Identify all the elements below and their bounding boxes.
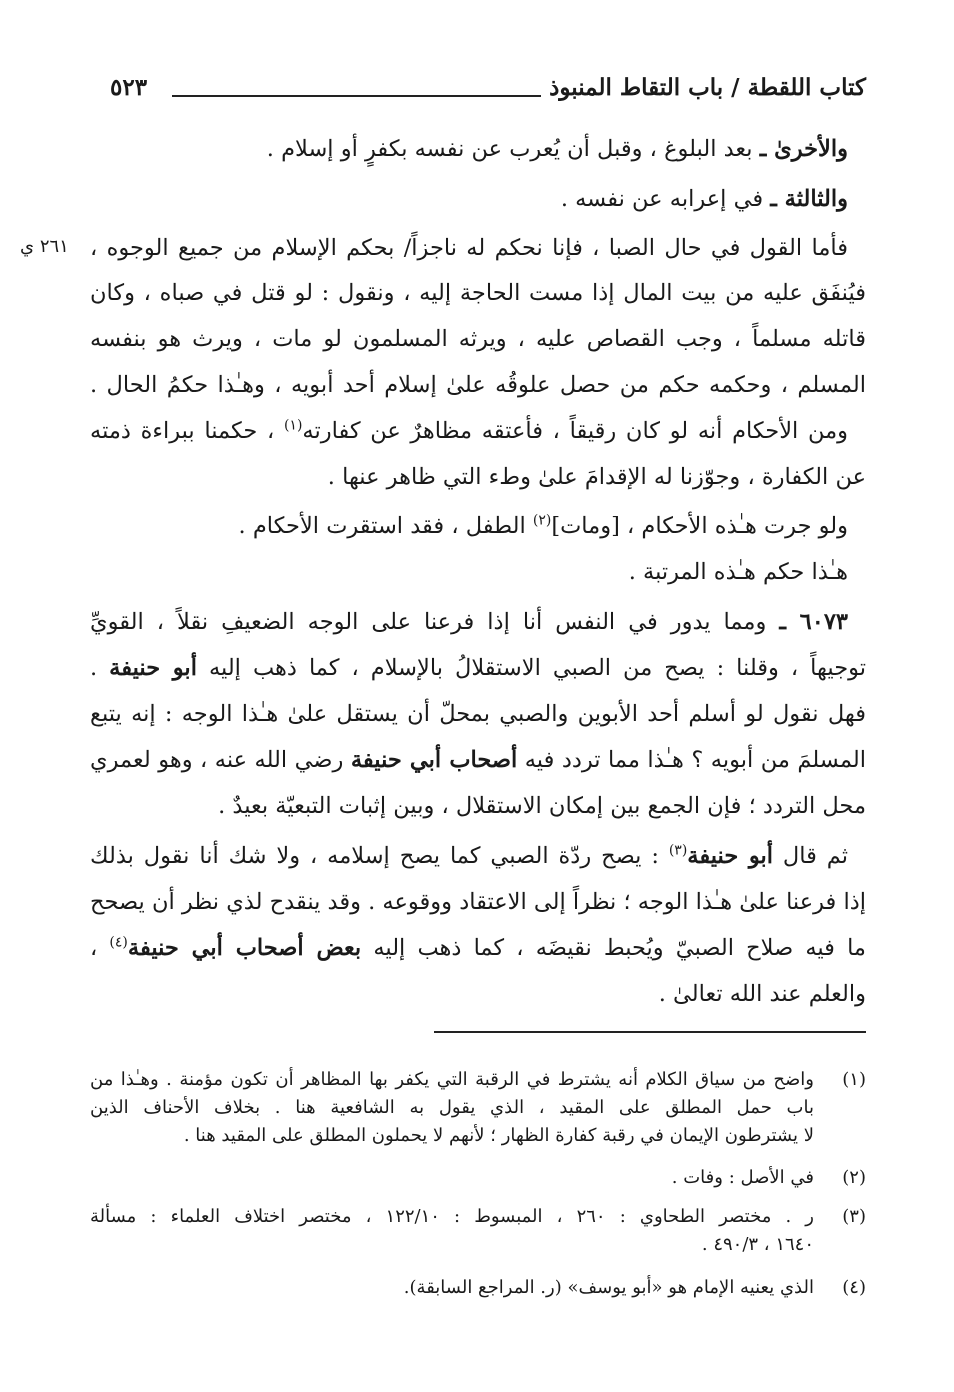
text-line	[90, 783, 866, 829]
text-line	[90, 503, 866, 549]
text-run: ومما يدور في النفس أنا إذا فرعنا على الوجه الضعيفِ نقلاً ، القويِّ	[90, 609, 780, 635]
text-line	[90, 971, 866, 1017]
bold-term: بعض أصحاب أبي حنيفة	[127, 935, 362, 961]
running-header	[110, 70, 866, 110]
bold-term: والثالثة ـ	[770, 186, 848, 212]
text-run: .	[90, 655, 110, 681]
footnote-text: في الأصل : وفات .	[671, 1167, 814, 1188]
text-line	[90, 316, 866, 362]
text-run: بعد البلوغ ، وقبل أن يُعرب عن نفسه بكفرٍ أو إسلام .	[266, 136, 760, 162]
text-line	[90, 362, 866, 408]
text-line	[90, 408, 866, 454]
text-run: والعلم عند الله تعالىٰ .	[658, 981, 866, 1007]
text-run: المسلم ، وحكمه حكم من حصل علوقُه علىٰ إسلام أحد أبويه ، وهـٰذا حكمُ الحال .	[90, 372, 866, 398]
footnote-number: (٢)	[842, 1167, 866, 1188]
text-run: المسلمَ من أبويه ؟ هـٰذا مما تردد فيه	[517, 747, 866, 773]
text-line	[90, 833, 866, 879]
footnote-ref: (٣)	[668, 842, 688, 859]
text-run: رضي الله عنه ، وهو لعمري	[90, 747, 351, 773]
header-title: كتاب اللقطة / باب التقاط المنبوذ	[549, 74, 866, 101]
text-run: ما فيه صلاح الصبيّ ويُحبط نقيضَه ، كما ذهب إليه	[361, 935, 866, 961]
text-run: فأما القول في حال الصبا ، فإنا نحكم له ناجزاً/ بحكم الإسلام من جميع الوجوه ،	[90, 235, 848, 261]
text-line	[90, 549, 866, 595]
text-line	[90, 737, 866, 783]
text-run: ،	[90, 935, 110, 961]
footnote-text: لا يشترطون الإيمان في رقبة كفارة الظهار ؛ لأنهم لا يحملون المطلق على المقيد هنا .	[183, 1125, 814, 1146]
text-run: ولو جرت هـٰذه الأحكام ، [ومات]	[551, 513, 848, 539]
text-line	[90, 126, 866, 172]
footnote-line	[90, 1164, 866, 1192]
bold-term: أبو حنيفة	[687, 843, 773, 869]
text-run: فهل نقول لو أسلم أحد الأبوين والصبي بمحلّ أن يستقل علىٰ هـٰذا الوجه : إنه يتبع	[90, 701, 866, 727]
text-line	[90, 599, 866, 645]
footnote-line	[90, 1231, 866, 1259]
footnote-text: باب حمل المطلق على المقيد ، الذي يقول به الشافعية هنا . بخلاف الأحناف الذين	[90, 1097, 814, 1118]
text-run: الطفل ، فقد استقرت الأحكام .	[238, 513, 533, 539]
text-line	[90, 225, 866, 271]
footnote-line	[90, 1274, 866, 1302]
bold-term: ٦٠٧٣ ـ	[779, 609, 848, 635]
footnote-ref: (١)	[283, 417, 303, 434]
text-line	[90, 454, 866, 500]
footnote-text: الذي يعنيه الإمام هو «أبو يوسف» (ر. المراجع السابقة).	[403, 1277, 814, 1298]
text-line	[90, 645, 866, 691]
footnote-ref: (٢)	[532, 512, 552, 529]
text-run: محل التردد ؛ فإن الجمع بين إمكان الاستقلال ، وبين إثبات التبعيّة بعيدٌ .	[218, 793, 866, 819]
margin-note: ٢٦١ ي	[20, 236, 69, 257]
bold-term: والأخرىٰ ـ	[759, 136, 848, 162]
text-run: ثم قال	[772, 843, 849, 869]
text-run: توجيهاً ، وقلنا : يصح من الصبي الاستقلالُ بالإسلام ، كما ذهب إليه	[196, 655, 866, 681]
footnote-line	[90, 1203, 866, 1231]
text-line	[90, 925, 866, 971]
text-run: عن الكفارة ، وجوّزنا له الإقدامَ علىٰ وطء التي ظاهر عنها .	[327, 464, 866, 490]
bold-term: أصحاب أبي حنيفة	[350, 747, 518, 773]
text-run: هـٰذا حكم هـٰذه المرتبة .	[628, 559, 848, 585]
text-run: ، حكمنا ببراءة ذمته	[90, 418, 284, 444]
footnote-number: (١)	[842, 1069, 866, 1090]
text-line	[90, 270, 866, 316]
footnote-text: واضح من سياق الكلام أنه يشترط في الرقبة التي يكفر بها المظاهر أن تكون مؤمنة . وهـٰذا من	[90, 1069, 814, 1090]
text-run: : يصح ردّة الصبي كما يصح إسلامه ، ولا شك أنا نقول بذلك	[90, 843, 669, 869]
footnote-text: ر . مختصر الطحاوي : ٢٦٠ ، المبسوط : ١٢٢/١٠ ، مختصر اختلاف العلماء : مسألة	[90, 1206, 814, 1227]
footnote-ref: (٤)	[109, 934, 128, 951]
footnote-line	[90, 1094, 866, 1122]
text-line	[90, 691, 866, 737]
header-rule	[172, 95, 541, 97]
text-run: قاتله مسلماً ، وجب القصاص عليه ، ويرثه المسلمون لو مات ، ويرث هو بنفسه	[90, 326, 866, 352]
text-run: فيُنفَق عليه من بيت المال إذا مست الحاجة إليه ، ونقول : لو قتل في صباه ، وكان	[90, 280, 866, 306]
text-line	[90, 176, 866, 222]
page-number: ٥٢٣	[110, 74, 148, 101]
text-run: إذا فرعنا علىٰ هـٰذا الوجه ؛ نظراً إلى الاعتقاد ووقوعه . وقد ينقدح لذي نظر أن يصحح	[90, 889, 866, 915]
text-line	[90, 879, 866, 925]
text-run: في إعرابه عن نفسه .	[560, 186, 771, 212]
footnote-rule	[434, 1031, 866, 1033]
footnote-text: ١٦٤٠ ، ٤٩٠/٣ .	[701, 1234, 814, 1255]
footnote-line	[90, 1122, 866, 1150]
footnote-number: (٤)	[842, 1277, 866, 1298]
text-run: ومن الأحكام أنه لو كان رقيقاً ، فأعتقه مظاهرٌ عن كفارته	[302, 418, 848, 444]
footnote-line	[90, 1066, 866, 1094]
footnote-number: (٣)	[842, 1206, 866, 1227]
bold-term: أبو حنيفة	[109, 655, 197, 681]
